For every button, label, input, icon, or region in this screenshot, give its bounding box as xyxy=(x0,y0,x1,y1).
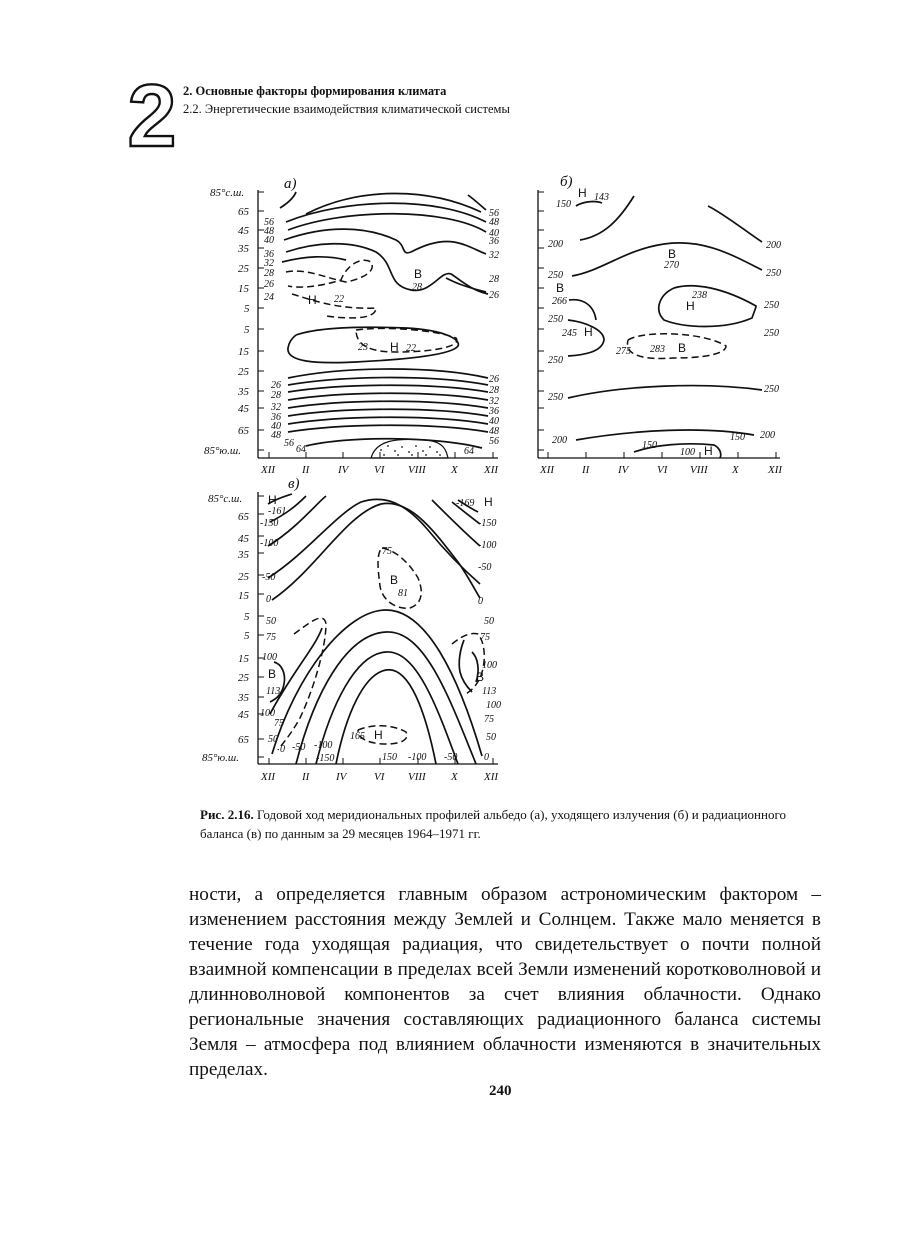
contour-label: 56 xyxy=(489,436,499,447)
extremum-marker: Н xyxy=(268,493,277,507)
panel-b-contours xyxy=(568,196,762,458)
y-tick: 65 xyxy=(238,206,249,218)
panel-a-y-ticks xyxy=(204,187,250,457)
panel-a-contours xyxy=(280,192,488,448)
y-tick: 35 xyxy=(238,386,249,398)
panel-b-inner-labels xyxy=(578,186,745,458)
contour-label: 283 xyxy=(650,344,665,355)
header-chapter-title: 2. Основные факторы формирования климата xyxy=(183,84,447,98)
contour-label: 28 xyxy=(489,385,499,396)
y-tick: 45 xyxy=(238,403,249,415)
contour-label: 150 xyxy=(642,440,657,451)
contour-label: -100 xyxy=(408,752,427,763)
contour-label: 32 xyxy=(264,258,274,269)
panel-a-stipple xyxy=(371,439,448,458)
y-tick: 85°ю.ш. xyxy=(204,445,241,457)
contour-label: 113 xyxy=(266,686,281,697)
y-tick: 5 xyxy=(244,630,250,642)
extremum-marker: В xyxy=(668,247,677,261)
contour-label: 26 xyxy=(489,290,499,301)
extremum-marker: В xyxy=(476,670,485,684)
contour-label: 32 xyxy=(489,250,499,261)
y-tick: 85°с.ш. xyxy=(210,187,245,199)
contour-label: 75 xyxy=(274,718,284,729)
panel-outgoing-radiation xyxy=(524,170,804,480)
x-tick: IV xyxy=(618,464,629,476)
panel-b-dashed-contours xyxy=(627,334,726,359)
contour-label: 250 xyxy=(548,270,563,281)
panel-c-x-ticks xyxy=(260,771,499,783)
extremum-marker: В xyxy=(678,341,687,355)
y-tick: 65 xyxy=(238,734,249,746)
contour-label: 165 xyxy=(350,731,365,742)
x-tick: XII xyxy=(484,771,499,783)
caption-text: Годовой ход меридиональных профилей альбедо (а), уходящего излучения (б) и радиационного баланса (в) по данным за 29 месяцев 1964–1971 гг. xyxy=(200,807,786,841)
contour-label: 40 xyxy=(264,235,274,246)
x-tick: XII xyxy=(261,464,276,476)
contour-label: -150 xyxy=(478,518,497,529)
x-tick: X xyxy=(732,464,739,476)
extremum-marker: Н xyxy=(704,444,713,458)
page-number: 240 xyxy=(489,1083,512,1099)
contour-label: 22 xyxy=(406,343,416,354)
contour-label: 26 xyxy=(271,380,281,391)
contour-label: 50 xyxy=(484,616,494,627)
contour-label: 100 xyxy=(262,652,277,663)
panel-radiation-balance-svg xyxy=(196,474,516,790)
y-tick: 15 xyxy=(238,653,249,665)
contour-label: 28 xyxy=(412,282,422,293)
y-tick: 65 xyxy=(238,511,249,523)
y-tick: 15 xyxy=(238,346,249,358)
x-tick: VIII xyxy=(408,771,426,783)
panel-c-axes xyxy=(258,492,498,764)
x-tick: VI xyxy=(374,464,385,476)
contour-label: 200 xyxy=(766,240,781,251)
contour-label: 56 xyxy=(284,438,294,449)
contour-label: 100 xyxy=(680,447,695,458)
contour-label: -50 xyxy=(444,752,458,763)
y-tick: 15 xyxy=(238,283,249,295)
y-tick: 35 xyxy=(238,692,249,704)
chapter-number-glyph xyxy=(128,80,176,152)
panel-a-left-labels xyxy=(263,217,306,455)
x-tick: XII xyxy=(261,771,276,783)
contour-label: 75 xyxy=(266,632,276,643)
extremum-marker: Н xyxy=(686,299,695,313)
contour-label: 23 xyxy=(358,342,368,353)
contour-label: 24 xyxy=(264,292,274,303)
contour-label: 36 xyxy=(264,249,274,260)
panel-c-label: в) xyxy=(288,476,300,492)
contour-label: 64 xyxy=(464,446,474,457)
x-tick: IV xyxy=(336,771,347,783)
contour-label: 250 xyxy=(764,328,779,339)
panel-outgoing-radiation-svg xyxy=(524,170,804,480)
contour-label: -50 xyxy=(262,572,276,583)
contour-label: 40 xyxy=(489,228,499,239)
contour-label: 0 xyxy=(484,752,489,763)
extremum-marker: В xyxy=(556,281,565,295)
contour-label: 50 xyxy=(266,616,276,627)
x-tick: X xyxy=(451,771,458,783)
y-tick: 65 xyxy=(238,425,249,437)
panel-a-inner-labels xyxy=(308,267,422,354)
extremum-marker: Н xyxy=(374,728,383,742)
contour-label: 100 xyxy=(482,660,497,671)
y-tick: 25 xyxy=(238,263,249,275)
x-tick: VIII xyxy=(690,464,708,476)
contour-label: 75 xyxy=(480,632,490,643)
y-tick: 25 xyxy=(238,571,249,583)
contour-label: 36 xyxy=(489,236,499,247)
contour-label: 50 xyxy=(486,732,496,743)
figure-caption xyxy=(200,805,800,843)
contour-label: 275 xyxy=(616,346,631,357)
contour-label: -50 xyxy=(478,562,492,573)
contour-label: 50 xyxy=(268,734,278,745)
x-tick: II xyxy=(302,464,310,476)
contour-label: 250 xyxy=(764,300,779,311)
x-tick: XII xyxy=(768,464,783,476)
x-tick: X xyxy=(451,464,458,476)
y-tick: 25 xyxy=(238,672,249,684)
x-tick: VI xyxy=(374,771,385,783)
contour-label: 0 xyxy=(266,594,271,605)
x-tick: VIII xyxy=(408,464,426,476)
y-tick: 5 xyxy=(244,303,250,315)
contour-label: -161 xyxy=(268,506,287,517)
contour-label: 75 xyxy=(382,546,392,557)
contour-label: 150 xyxy=(556,199,571,210)
contour-label: 64 xyxy=(296,444,306,455)
header-section-title: 2.2. Энергетические взаимодействия климатической системы xyxy=(183,102,510,116)
contour-label: -50 xyxy=(292,742,306,753)
contour-label: 0 xyxy=(478,596,483,607)
contour-label: 40 xyxy=(489,416,499,427)
extremum-marker: Н xyxy=(308,293,317,307)
panel-albedo xyxy=(196,170,516,480)
contour-label: 200 xyxy=(552,435,567,446)
running-header xyxy=(183,82,510,118)
contour-label: 40 xyxy=(271,421,281,432)
contour-label: 245 xyxy=(562,328,577,339)
contour-label: 28 xyxy=(489,274,499,285)
panel-albedo-svg xyxy=(196,170,516,480)
contour-label: 250 xyxy=(764,384,779,395)
contour-label: 56 xyxy=(264,217,274,228)
contour-label: 113 xyxy=(482,686,497,697)
contour-label: 270 xyxy=(664,260,679,271)
contour-label: 250 xyxy=(548,392,563,403)
panel-b-label: б) xyxy=(560,174,573,190)
y-tick: 5 xyxy=(244,324,250,336)
y-tick: 5 xyxy=(244,611,250,623)
contour-label: 28 xyxy=(271,390,281,401)
contour-label: 36 xyxy=(271,412,281,423)
x-tick: IV xyxy=(338,464,349,476)
contour-label: 100 xyxy=(486,700,501,711)
extremum-marker: В xyxy=(414,267,423,281)
contour-label: -100 xyxy=(314,740,333,751)
y-tick: 85°ю.ш. xyxy=(202,752,239,764)
x-tick: XII xyxy=(540,464,555,476)
contour-label: 32 xyxy=(271,402,281,413)
caption-label: Рис. 2.16. xyxy=(200,807,254,822)
contour-label: -150 xyxy=(316,753,335,764)
x-tick: VI xyxy=(657,464,668,476)
contour-label: 32 xyxy=(489,396,499,407)
contour-label: 200 xyxy=(760,430,775,441)
contour-label: 48 xyxy=(271,430,281,441)
contour-label: 250 xyxy=(548,314,563,325)
contour-label: 100 xyxy=(260,708,275,719)
extremum-marker: В xyxy=(268,667,277,681)
contour-label: 26 xyxy=(489,374,499,385)
panel-a-right-labels xyxy=(464,208,499,457)
x-tick: XII xyxy=(484,464,499,476)
contour-label: 150 xyxy=(730,432,745,443)
contour-label: 56 xyxy=(489,208,499,219)
panel-b-right-labels xyxy=(760,240,781,441)
contour-label: -100 xyxy=(260,538,279,549)
panel-a-label: а) xyxy=(284,176,297,192)
panel-c-y-ticks xyxy=(202,493,250,764)
y-tick: 85°с.ш. xyxy=(208,493,243,505)
contour-label: 200 xyxy=(548,239,563,250)
contour-label: 26 xyxy=(264,279,274,290)
contour-label: 150 xyxy=(382,752,397,763)
extremum-marker: Н xyxy=(578,186,587,200)
y-tick: 25 xyxy=(238,366,249,378)
contour-label: 48 xyxy=(489,426,499,437)
y-tick: 35 xyxy=(238,549,249,561)
y-tick: 45 xyxy=(238,533,249,545)
panel-b-left-labels xyxy=(548,199,593,446)
contour-label: 48 xyxy=(264,226,274,237)
extremum-marker: Н xyxy=(484,495,493,509)
contour-label: 36 xyxy=(489,406,499,417)
contour-label: -169 xyxy=(456,498,475,509)
contour-label: 238 xyxy=(692,290,707,301)
contour-label: 81 xyxy=(398,588,408,599)
extremum-marker: Н xyxy=(584,325,593,339)
contour-label: 250 xyxy=(766,268,781,279)
contour-label: 266 xyxy=(552,296,567,307)
contour-label: 75 xyxy=(484,714,494,725)
contour-label: 143 xyxy=(594,192,609,203)
y-tick: 45 xyxy=(238,225,249,237)
contour-label: 0 xyxy=(280,744,285,755)
contour-label: 28 xyxy=(264,268,274,279)
contour-label: 48 xyxy=(489,217,499,228)
contour-label: 22 xyxy=(334,294,344,305)
panel-b-x-ticks xyxy=(539,464,783,476)
x-tick: II xyxy=(302,771,310,783)
chapter-number: 2 xyxy=(128,80,176,152)
contour-label: 250 xyxy=(548,355,563,366)
extremum-marker: Н xyxy=(390,340,399,354)
panel-radiation-balance xyxy=(196,474,516,790)
contour-label: -100 xyxy=(478,540,497,551)
body-text: ности, а определяется главным образом астрономическим фактором – изменением расстояния между Землей и Солнцем. Также мало меняется в течение года уходящая радиация, что свидетельствует о почти полной взаимной компенсации в пределах всей Земли изменений коротковолновой и длинноволновой компонентов за счет влияния облачности. Однако региональные значения составляющих радиационного баланса системы Земля – атмосфера под влиянием облачности изменяются в значительных пределах. xyxy=(189,884,821,1080)
y-tick: 15 xyxy=(238,590,249,602)
panel-c-right-labels xyxy=(456,495,501,763)
x-tick: II xyxy=(582,464,590,476)
y-tick: 35 xyxy=(238,243,249,255)
y-tick: 45 xyxy=(238,709,249,721)
contour-label: -150 xyxy=(260,518,279,529)
body-paragraph xyxy=(189,882,821,1082)
extremum-marker: В xyxy=(390,573,399,587)
